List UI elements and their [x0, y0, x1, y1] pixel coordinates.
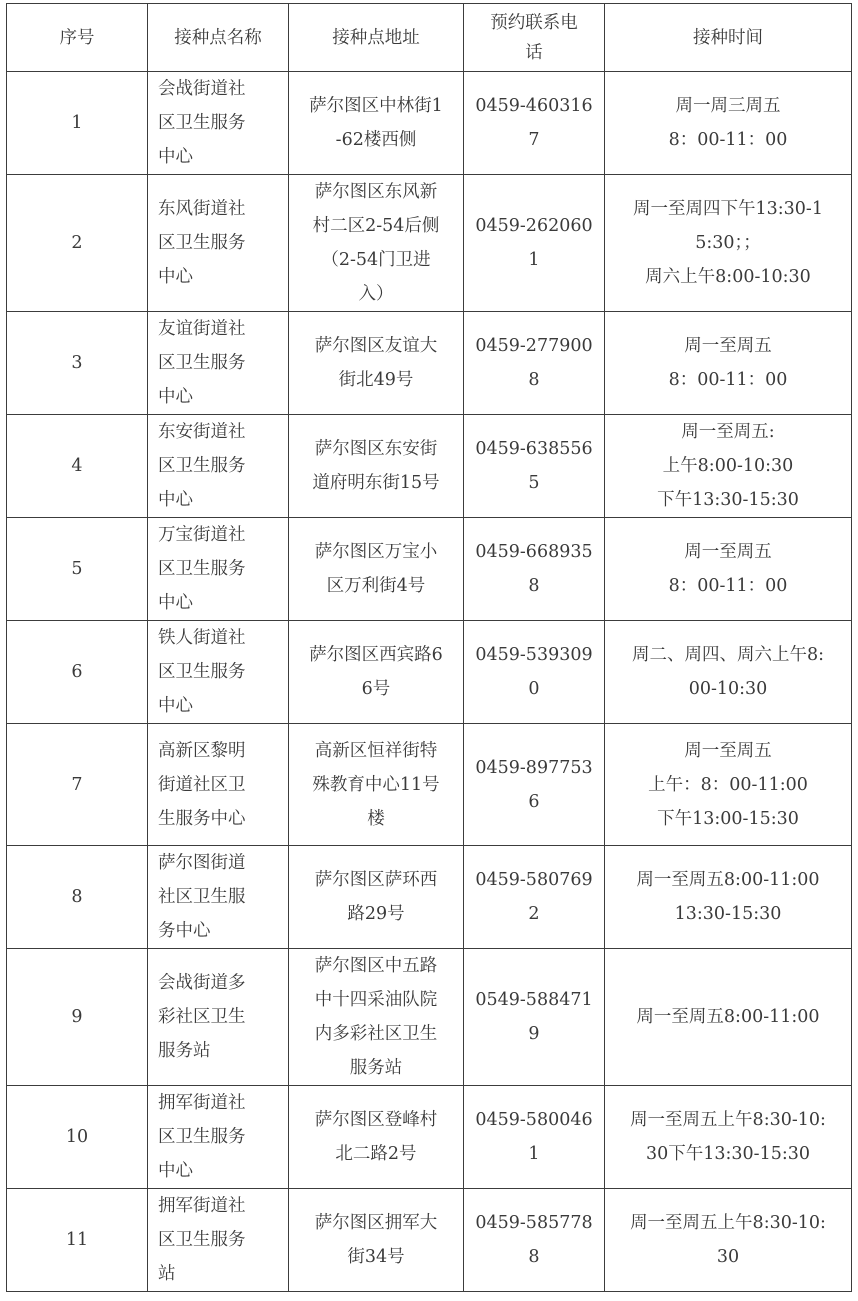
site-address: [289, 415, 464, 518]
site-phone-line: 8: [528, 370, 540, 390]
table-row: [7, 846, 852, 949]
site-name-line: 区卫生服务: [158, 1230, 246, 1250]
site-address-line: 街34号: [347, 1247, 405, 1267]
site-hours-line: 周六上午8:00-10:30: [645, 267, 811, 287]
site-address-line: 街北49号: [338, 370, 414, 390]
site-hours-line: 周一至周四下午13:30-1: [633, 199, 823, 219]
site-hours-line: 周一至周五:: [681, 422, 775, 442]
site-phone-line: 0459-580769: [475, 870, 593, 890]
table-row: [7, 1189, 852, 1292]
row-number: 8: [7, 846, 148, 949]
site-address-line: 萨尔图区登峰村: [314, 1110, 438, 1130]
site-phone-line: 5: [528, 473, 540, 493]
site-name: [148, 1189, 289, 1292]
site-name: [148, 621, 289, 724]
site-hours: [605, 621, 852, 724]
site-phone: [464, 1086, 605, 1189]
site-address-line: 道府明东街15号: [312, 473, 440, 493]
site-name-line: 中心: [158, 1161, 193, 1181]
site-phone-line: 0459-277900: [475, 336, 593, 356]
site-hours-line: 30: [716, 1247, 740, 1267]
site-hours-line: 周一至周五上午8:30-10:: [630, 1213, 826, 1233]
row-number: 2: [7, 175, 148, 312]
site-name: [148, 415, 289, 518]
site-name-line: 中心: [158, 147, 193, 167]
site-address: [289, 1086, 464, 1189]
site-name: [148, 949, 289, 1086]
site-address-line: 北二路2号: [335, 1144, 417, 1164]
site-name-line: 东安街道社: [158, 422, 246, 442]
site-phone-line: 0459-897753: [475, 757, 593, 778]
site-phone-line: 0459-539309: [475, 645, 593, 665]
site-hours-line: 8：00-11：00: [668, 370, 788, 390]
site-phone-line: 6: [528, 791, 540, 812]
site-address-line: 6号: [361, 679, 391, 699]
site-address-line: 萨尔图区中五路: [314, 956, 438, 976]
site-hours-line: 00-10:30: [688, 679, 768, 699]
site-name-line: 万宝街道社: [158, 525, 246, 545]
row-number: 1: [7, 72, 148, 175]
site-address-line: （2-54门卫进: [321, 250, 431, 270]
site-address: [289, 72, 464, 175]
site-phone-line: 2: [528, 904, 540, 924]
site-phone-line: 0459-580046: [475, 1110, 593, 1130]
row-number: 5: [7, 518, 148, 621]
header-site-name: 接种点名称: [148, 4, 289, 72]
site-phone-line: 8: [528, 576, 540, 596]
site-name-line: 会战街道多: [158, 973, 246, 993]
site-address-line: 萨尔图区萨环西: [314, 870, 438, 890]
site-name: [148, 1086, 289, 1189]
site-hours-line: 周一至周五8:00-11:00: [636, 870, 820, 890]
site-hours: [605, 312, 852, 415]
site-address-line: 入）: [358, 284, 394, 304]
site-address: [289, 846, 464, 949]
site-name: [148, 72, 289, 175]
site-name-line: 会战街道社: [158, 79, 246, 99]
site-phone-line: 8: [528, 1247, 540, 1267]
site-phone: [464, 175, 605, 312]
site-hours-line: 上午：8：00-11:00: [648, 774, 808, 795]
site-hours-line: 8：00-11：00: [668, 576, 788, 596]
site-phone: [464, 949, 605, 1086]
site-name-line: 区卫生服务: [158, 233, 246, 253]
site-address-line: 内多彩社区卫生: [314, 1024, 438, 1044]
site-phone: [464, 72, 605, 175]
site-name-line: 区卫生服务: [158, 1127, 246, 1147]
site-hours-line: 8：00-11：00: [668, 130, 788, 150]
site-name-line: 务中心: [158, 921, 211, 941]
table-row: [7, 621, 852, 724]
site-hours-line: 下午13:00-15:30: [657, 808, 799, 829]
table-row: [7, 175, 852, 312]
site-address-line: -62楼西侧: [335, 130, 417, 150]
site-phone: [464, 846, 605, 949]
site-address-line: 路29号: [347, 904, 405, 924]
site-address-line: 楼: [367, 808, 385, 829]
site-hours-line: 周一至周五8:00-11:00: [636, 1007, 820, 1027]
site-phone-line: 0: [528, 679, 540, 699]
site-hours: [605, 518, 852, 621]
site-name-line: 街道社区卫: [158, 774, 246, 795]
site-hours-line: 上午8:00-10:30: [662, 456, 794, 476]
site-name-line: 站: [158, 1264, 176, 1284]
site-name-line: 彩社区卫生: [158, 1007, 246, 1027]
row-number: 3: [7, 312, 148, 415]
site-phone: [464, 518, 605, 621]
site-phone-line: 1: [528, 1144, 540, 1164]
site-address-line: 萨尔图区中林街1: [309, 96, 443, 116]
site-hours-line: 周一至周五: [684, 336, 772, 356]
header-site-address: 接种点地址: [289, 4, 464, 72]
header-phone-line-2: 话: [525, 42, 543, 63]
site-phone-line: 0459-668935: [475, 542, 593, 562]
site-name-line: 区卫生服务: [158, 353, 246, 373]
site-name: [148, 518, 289, 621]
table-row: [7, 724, 852, 846]
site-name-line: 萨尔图街道: [158, 853, 246, 873]
site-name-line: 拥军街道社: [158, 1196, 246, 1216]
site-hours-line: 周二、周四、周六上午8:: [631, 645, 825, 665]
site-phone-line: 0459-638556: [475, 439, 593, 459]
site-hours-line: 下午13:30-15:30: [657, 490, 799, 510]
site-phone-line: 7: [528, 130, 540, 150]
site-hours: [605, 1189, 852, 1292]
site-hours-line: 30下午13:30-15:30: [645, 1144, 811, 1164]
site-address-line: 区万利街4号: [326, 576, 426, 596]
site-hours-line: 周一周三周五: [675, 96, 781, 116]
site-hours-line: 13:30-15:30: [674, 904, 782, 924]
site-name-line: 友谊街道社: [158, 319, 246, 339]
site-name-line: 拥军街道社: [158, 1093, 246, 1113]
site-name: [148, 175, 289, 312]
site-address-line: 萨尔图区万宝小: [314, 542, 438, 562]
site-name-line: 中心: [158, 490, 193, 510]
site-address-line: 殊教育中心11号: [312, 774, 440, 795]
site-name: [148, 312, 289, 415]
site-name-line: 中心: [158, 387, 193, 407]
row-number: 9: [7, 949, 148, 1086]
site-hours: [605, 724, 852, 846]
site-address-line: 萨尔图区拥军大: [314, 1213, 438, 1233]
site-address: [289, 949, 464, 1086]
site-name-line: 中心: [158, 696, 193, 716]
site-name-line: 区卫生服务: [158, 662, 246, 682]
site-address-line: 萨尔图区西宾路6: [309, 645, 443, 665]
site-address: [289, 175, 464, 312]
table-header-row: [7, 4, 852, 72]
site-phone-line: 0459-460316: [475, 96, 593, 116]
table-row: [7, 518, 852, 621]
site-name-line: 铁人街道社: [158, 628, 246, 648]
site-name: [148, 846, 289, 949]
table-row: [7, 415, 852, 518]
row-number: 11: [7, 1189, 148, 1292]
site-phone: [464, 415, 605, 518]
site-name: [148, 724, 289, 846]
site-hours-line: 周一至周五上午8:30-10:: [630, 1110, 826, 1130]
table-row: [7, 312, 852, 415]
site-name-line: 东风街道社: [158, 199, 246, 219]
site-hours: [605, 1086, 852, 1189]
site-name-line: 中心: [158, 267, 193, 287]
site-hours-line: 周一至周五: [684, 542, 772, 562]
site-hours: [605, 949, 852, 1086]
site-hours: [605, 846, 852, 949]
header-number: 序号: [7, 4, 148, 72]
site-phone: [464, 312, 605, 415]
site-address: [289, 724, 464, 846]
site-phone-line: 0549-588471: [475, 990, 593, 1010]
site-hours: [605, 175, 852, 312]
row-number: 6: [7, 621, 148, 724]
row-number: 4: [7, 415, 148, 518]
site-address: [289, 312, 464, 415]
site-phone-line: 0459-262060: [475, 216, 593, 236]
site-address: [289, 1189, 464, 1292]
site-hours-line: 5:30；；: [695, 233, 761, 253]
table-body: [7, 72, 852, 1292]
site-address-line: 高新区恒祥街特: [314, 740, 438, 761]
header-phone-line-1: 预约联系电: [490, 12, 578, 33]
table-row: [7, 72, 852, 175]
site-name-line: 服务站: [158, 1041, 211, 1061]
site-hours-line: 周一至周五: [684, 740, 772, 761]
site-hours: [605, 415, 852, 518]
site-name-line: 区卫生服务: [158, 456, 246, 476]
site-address-line: 村二区2-54后侧: [312, 216, 440, 236]
site-address-line: 萨尔图区东风新: [314, 182, 438, 202]
site-hours: [605, 72, 852, 175]
site-address-line: 萨尔图区友谊大: [314, 336, 438, 356]
header-phone: [464, 4, 605, 72]
site-phone-line: 0459-585778: [475, 1213, 593, 1233]
site-phone-line: 1: [528, 250, 540, 270]
site-address-line: 服务站: [349, 1058, 403, 1078]
header-vaccination-time: 接种时间: [605, 4, 852, 72]
row-number: 10: [7, 1086, 148, 1189]
row-number: 7: [7, 724, 148, 846]
site-phone-line: 9: [528, 1024, 540, 1044]
site-phone: [464, 621, 605, 724]
site-name-line: 高新区黎明: [158, 740, 246, 761]
table-row: [7, 949, 852, 1086]
site-address: [289, 518, 464, 621]
site-address: [289, 621, 464, 724]
site-address-line: 中十四采油队院: [314, 990, 438, 1010]
site-name-line: 中心: [158, 593, 193, 613]
table-row: [7, 1086, 852, 1189]
site-name-line: 社区卫生服: [158, 887, 246, 907]
site-name-line: 区卫生服务: [158, 559, 246, 579]
site-phone: [464, 1189, 605, 1292]
site-address-line: 萨尔图区东安街: [314, 439, 438, 459]
site-phone: [464, 724, 605, 846]
site-name-line: 区卫生服务: [158, 113, 246, 133]
site-name-line: 生服务中心: [158, 808, 246, 829]
vaccination-sites-table: [6, 3, 852, 1292]
